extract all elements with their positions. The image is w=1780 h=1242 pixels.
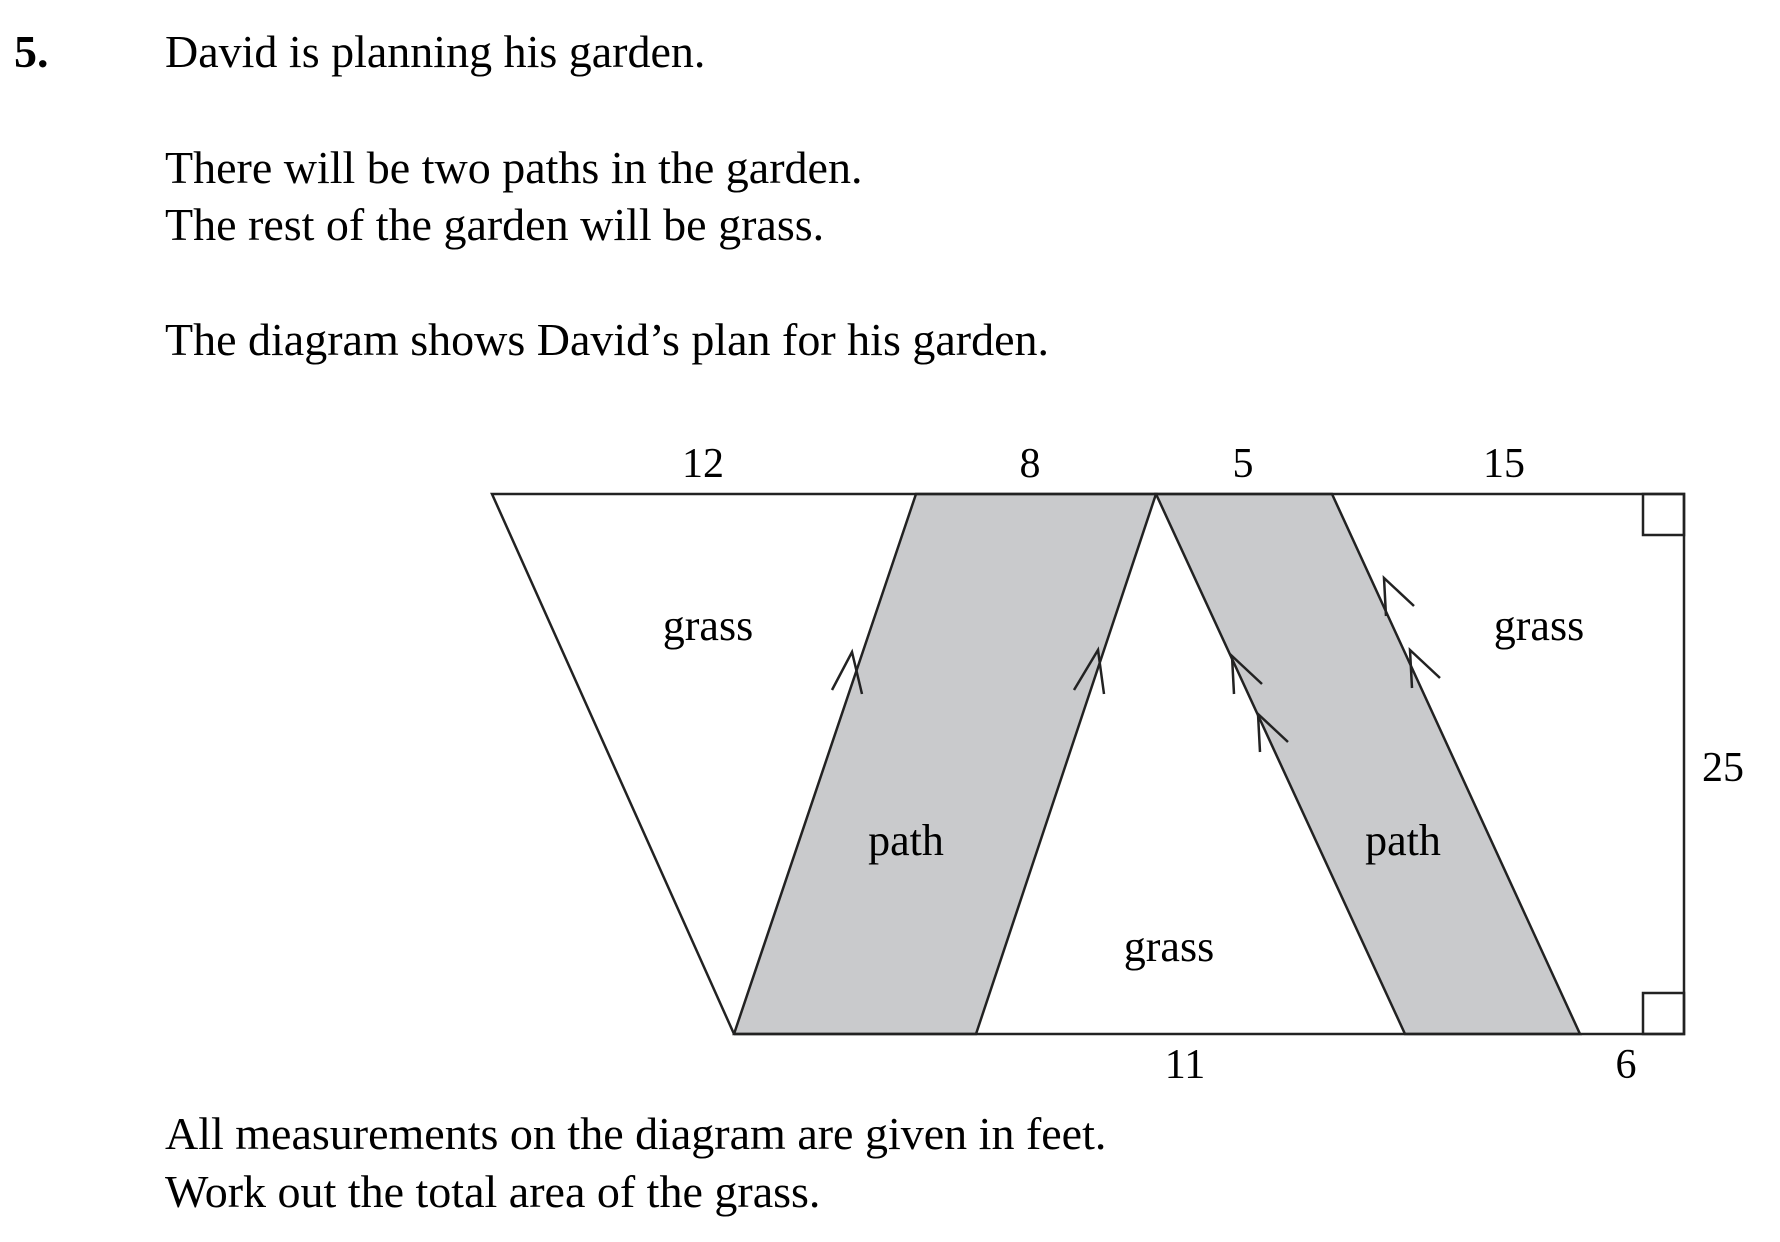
question-line-diagram: The diagram shows David’s plan for his garden. [165, 314, 1050, 365]
measurement-top-5: 5 [1232, 441, 1254, 487]
measurement-side-25: 25 [1702, 745, 1744, 791]
measurement-bottom-6: 6 [1615, 1042, 1637, 1088]
left-path-region [734, 494, 1156, 1034]
measurement-top-12: 12 [682, 441, 724, 487]
right-path-region [1156, 494, 1580, 1034]
question-intro: David is planning his garden. [165, 26, 706, 77]
measurement-top-15: 15 [1483, 441, 1525, 487]
question-line-paths: There will be two paths in the garden. [165, 142, 863, 193]
right-angle-marker-top [1643, 494, 1684, 535]
region-label-grass-middle: grass [1123, 922, 1215, 971]
double-parallel-arrow-icon [1384, 578, 1414, 616]
question-line-task: Work out the total area of the grass. [165, 1166, 821, 1217]
measurement-bottom-11: 11 [1164, 1042, 1206, 1088]
region-label-grass-left: grass [662, 601, 754, 650]
question-line-units: All measurements on the diagram are given in feet. [165, 1108, 1107, 1159]
region-label-path-left: path [868, 816, 944, 865]
measurement-top-8: 8 [1019, 441, 1041, 487]
region-label-grass-right: grass [1493, 601, 1585, 650]
question-line-grass: The rest of the garden will be grass. [165, 199, 825, 250]
right-angle-marker-bottom [1643, 993, 1684, 1034]
question-number: 5. [14, 26, 49, 77]
region-label-path-right: path [1365, 816, 1441, 865]
